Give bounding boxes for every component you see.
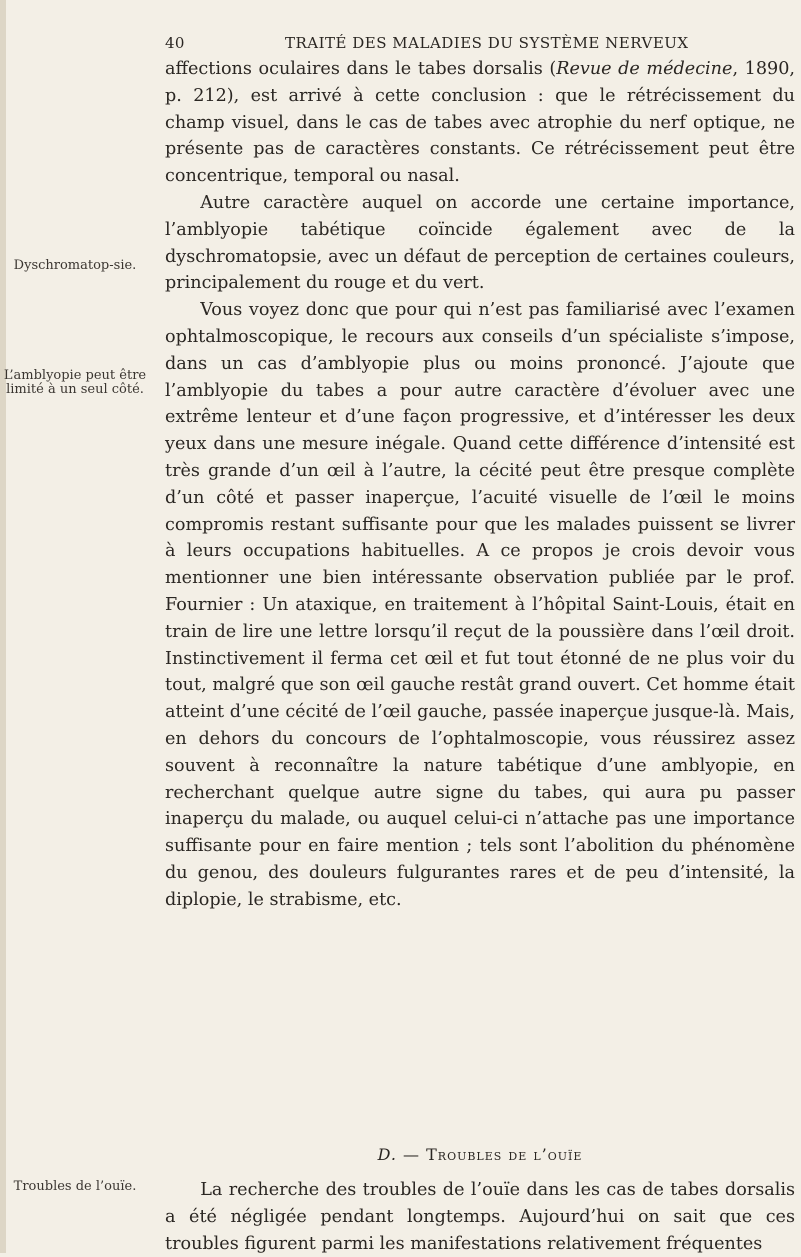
section-text xyxy=(165,1177,795,1257)
margin-note-amblyopie: L’amblyopie peut être limité à un seul côté. xyxy=(3,368,147,397)
margin-note-ouie: Troubles de l’ouïe. xyxy=(13,1179,137,1194)
section-title: Troubles de l’ouïe xyxy=(426,1145,583,1164)
p1-text-b: , 1890, p. 212), est arrivé à cette conclusion : que le rétrécissement du champ visuel, dans le cas de tabes avec atrophie du nerf optique, ne présente pas de caractères constants. Ce rétrécissement peut être concentrique, temporal ou nasal. xyxy=(165,59,795,187)
p1-citation: Revue de médecine xyxy=(556,59,733,79)
section-heading xyxy=(165,1145,795,1164)
main-text xyxy=(165,56,795,914)
paragraph-2: Autre caractère auquel on accorde une certaine importance, l’amblyopie tabétique coïncide également avec de la dyschromatopsie, avec un défaut de perception de certaines couleurs, principalement du rouge et du vert. xyxy=(165,192,795,294)
paragraph-1 xyxy=(165,56,795,190)
page-number: 40 xyxy=(165,34,185,52)
section-letter: D. xyxy=(377,1145,397,1164)
p1-text-a: affections oculaires dans le tabes dorsalis ( xyxy=(165,59,557,79)
margin-note-dyschromatopsie: Dyschromatop-sie. xyxy=(13,258,137,273)
section-paragraph: La recherche des troubles de l’ouïe dans les cas de tabes dorsalis a été négligée pendant longtemps. Aujourd’hui on sait que ces troubles figurent parmi les manifestations relativement fréquentes xyxy=(165,1180,795,1254)
section-dash: — xyxy=(396,1145,427,1164)
page-edge xyxy=(0,0,6,1253)
running-title: TRAITÉ DES MALADIES DU SYSTÈME NERVEUX xyxy=(285,34,689,52)
paragraph-3: Vous voyez donc que pour qui n’est pas familiarisé avec l’examen ophtalmoscopique, le recours aux conseils d’un spécialiste s’impose, dans un cas d’amblyopie plus ou moins prononcé. J’ajoute que l’amblyopie du tabes a pour autre caractère d’évoluer avec une extrême lenteur et d’une façon progressive, et d’intéresser les deux yeux dans une mesure inégale. Quand cette différence d’intensité est très grande d’un œil à l’autre, la cécité peut être presque complète d’un côté et passer inaperçue, l’acuité visuelle de l’œil le moins compromis restant suffisante pour que les malades puissent se livrer à leurs occupations habituelles. A ce propos je crois devoir vous mentionner une bien intéressante observation publiée par le prof. Fournier : Un ataxique, en traitement à l’hôpital Saint-Louis, était en train de lire une lettre lorsqu’il reçut de la poussière dans l’œil droit. Instinctivement il ferma cet œil et fut tout étonné de ne plus voir du tout, malgré que son œil gauche restât grand ouvert. Cet homme était atteint d’une cécité de l’œil gauche, passée inaperçue jusque-là. Mais, en dehors du concours de l’ophtalmoscopie, vous réussirez assez souvent à reconnaître la nature tabétique d’une amblyopie, en recherchant quelque autre signe du tabes, qui aura pu passer inaperçu du malade, ou auquel celui-ci n’attache pas une importance suffisante pour en faire mention ; tels sont l’abolition du phénomène du genou, des douleurs fulgurantes rares et de peu d’intensité, la diplopie, le strabisme, etc. xyxy=(165,300,795,910)
